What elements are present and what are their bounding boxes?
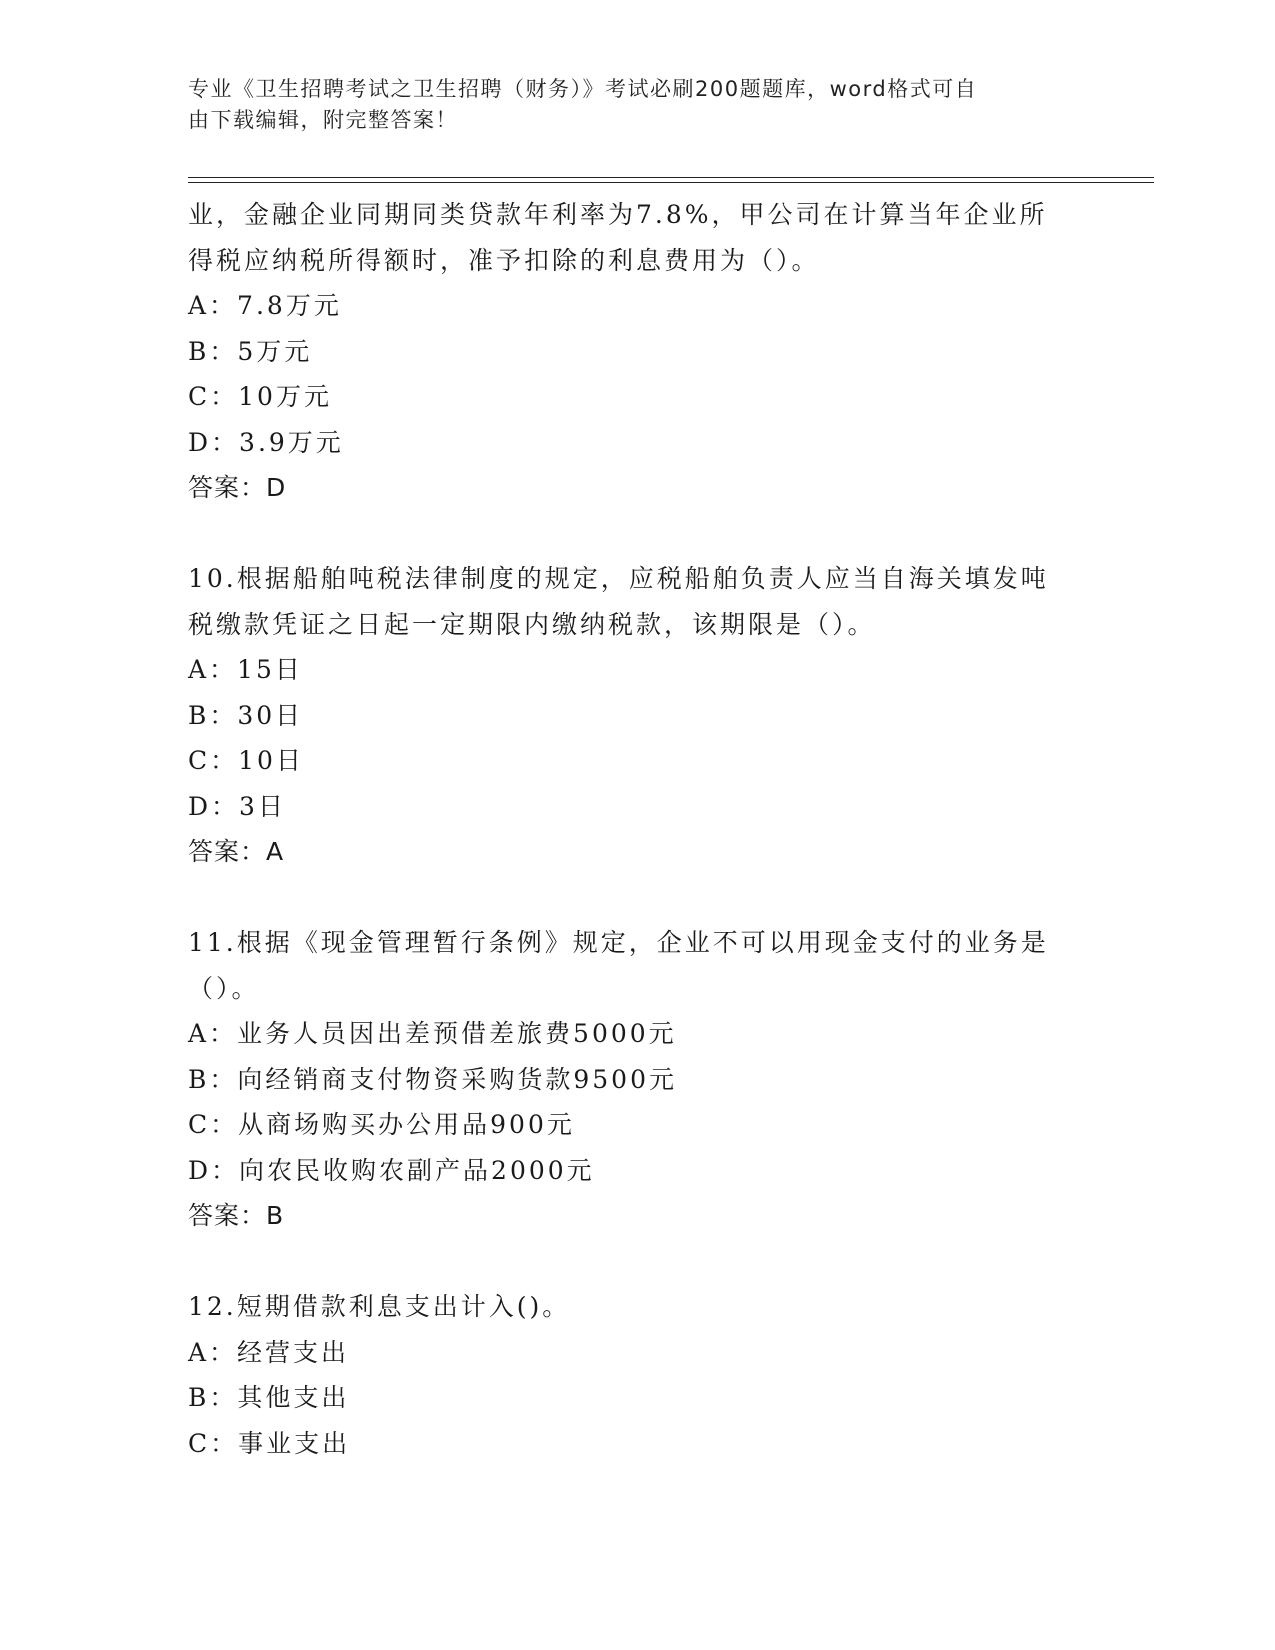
option-b: B：30日 <box>188 700 304 730</box>
question-11 <box>188 920 1088 1239</box>
question-text: 11.根据《现金管理暂行条例》规定，企业不可以用现金支付的业务是 <box>188 928 1049 957</box>
option-b: B：5万元 <box>188 336 313 366</box>
option-d: D：3.9万元 <box>188 427 344 457</box>
answer-line: 答案：D <box>188 473 287 502</box>
question-text: （）。 <box>188 973 260 1003</box>
option-a: A：业务人员因出差预借差旅费5000元 <box>188 1019 677 1048</box>
question-list <box>188 192 1088 1466</box>
option-a: A：15日 <box>188 655 303 684</box>
question-text: 12.短期借款利息支出计入()。 <box>188 1292 571 1321</box>
option-b: B：其他支出 <box>188 1383 350 1412</box>
option-a: A：经营支出 <box>188 1337 350 1367</box>
option-c: C：从商场购买办公用品900元 <box>188 1110 575 1139</box>
answer-line: 答案：A <box>188 837 285 866</box>
header-line: 由下载编辑，附完整答案！ <box>188 108 458 132</box>
option-c: C：事业支出 <box>188 1428 351 1458</box>
question-12 <box>188 1284 1088 1466</box>
question-fragment <box>188 192 1088 511</box>
option-b: B：向经销商支付物资采购货款9500元 <box>188 1064 677 1094</box>
question-text: 得税应纳税所得额时，准予扣除的利息费用为（）。 <box>188 245 820 275</box>
option-d: D：向农民收购农副产品2000元 <box>188 1155 595 1185</box>
question-text: 10.根据船舶吨税法律制度的规定，应税船舶负责人应当自海关填发吨 <box>188 564 1049 593</box>
document-header <box>188 74 1068 136</box>
option-c: C：10万元 <box>188 382 332 411</box>
header-divider <box>188 177 1154 178</box>
answer-line: 答案：B <box>188 1201 285 1230</box>
question-10 <box>188 556 1088 875</box>
header-divider <box>188 182 1154 183</box>
header-line: 专业《卫生招聘考试之卫生招聘（财务）》考试必刷200题题库，word格式可自 <box>188 77 978 101</box>
option-c: C：10日 <box>188 746 304 775</box>
question-text: 业，金融企业同期同类贷款年利率为7.8%，甲公司在计算当年企业所 <box>188 200 1048 229</box>
question-text: 税缴款凭证之日起一定期限内缴纳税款，该期限是（）。 <box>188 609 876 639</box>
option-a: A：7.8万元 <box>188 291 342 320</box>
option-d: D：3日 <box>188 791 286 821</box>
